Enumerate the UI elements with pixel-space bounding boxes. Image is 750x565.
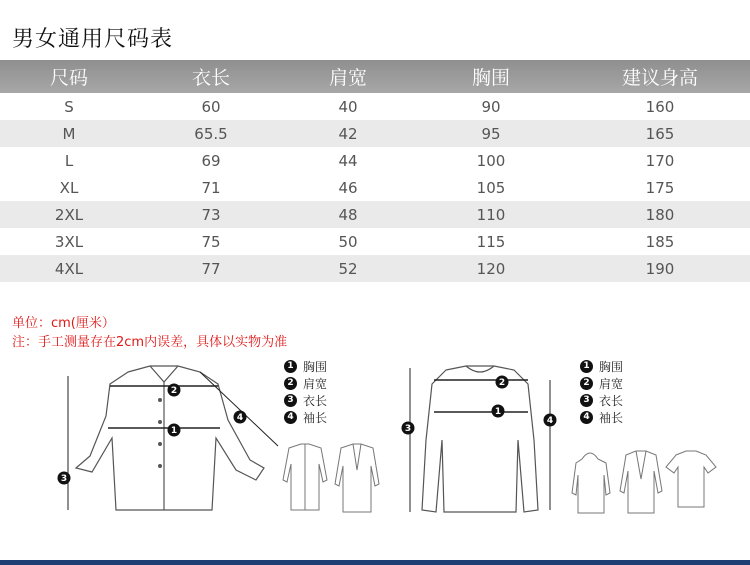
marker-4: 4 [236, 413, 244, 424]
cell-length: 65.5 [194, 124, 228, 143]
cell-length: 75 [201, 232, 221, 251]
blazer-icon [335, 444, 379, 512]
sweater-diagram [398, 360, 568, 535]
legend-number: 4 [284, 411, 297, 424]
legend-label: 袖长 [599, 410, 624, 425]
cell-size: S [64, 97, 74, 116]
cell-chest: 100 [476, 151, 506, 170]
cell-height: 185 [645, 232, 675, 251]
header-chest: 胸围 [471, 67, 510, 89]
marker-4: 4 [546, 416, 554, 427]
cell-size: XL [59, 178, 79, 197]
cell-chest: 110 [476, 205, 506, 224]
cell-chest: 95 [481, 124, 501, 143]
table-header [0, 60, 750, 93]
cell-length: 77 [201, 259, 221, 278]
legend-item [284, 409, 327, 425]
header-size: 尺码 [49, 67, 88, 89]
legend-number: 1 [580, 360, 593, 373]
hoodie-icon [572, 453, 610, 513]
cell-height: 190 [645, 259, 675, 278]
cell-chest: 115 [476, 232, 506, 251]
cell-height: 165 [645, 124, 675, 143]
cell-size: L [64, 151, 74, 170]
garment-thumbnails [568, 445, 718, 520]
cell-chest: 105 [476, 178, 506, 197]
legend-item [284, 375, 327, 391]
legend-right [580, 358, 623, 426]
cell-size: 3XL [54, 232, 84, 251]
header-length: 衣长 [191, 67, 230, 89]
table-row [0, 147, 750, 174]
legend-number: 2 [580, 377, 593, 390]
cell-shoulder: 48 [338, 205, 358, 224]
cell-size: 4XL [54, 259, 84, 278]
cell-height: 175 [645, 178, 675, 197]
legend-item [580, 409, 623, 425]
legend-item [284, 392, 327, 408]
page-title: 男女通用尺码表 [12, 27, 174, 52]
unit-note: 单位：cm(厘米） [12, 316, 115, 331]
table-row [0, 93, 750, 120]
legend-item [580, 375, 623, 391]
legend-item [580, 392, 623, 408]
marker-2: 2 [498, 378, 506, 389]
header-shoulder: 肩宽 [328, 67, 367, 89]
legend-number: 3 [580, 394, 593, 407]
bottom-bar [0, 560, 750, 565]
sweater-outline [422, 366, 538, 512]
cell-shoulder: 52 [338, 259, 358, 278]
legend-item [284, 358, 327, 374]
table-row [0, 228, 750, 255]
marker-3: 3 [60, 474, 68, 485]
legend-left [284, 358, 327, 426]
cell-height: 170 [645, 151, 675, 170]
cell-length: 60 [201, 97, 221, 116]
cell-length: 69 [201, 151, 221, 170]
legend-number: 1 [284, 360, 297, 373]
legend-label: 肩宽 [599, 376, 624, 391]
marker-2: 2 [170, 386, 178, 397]
tshirt-icon [666, 451, 716, 507]
cell-length: 71 [201, 178, 221, 197]
disclaimer-note: 注：手工测量存在2cm内误差，具体以实物为准 [12, 335, 288, 350]
cell-height: 180 [645, 205, 675, 224]
cell-shoulder: 44 [338, 151, 358, 170]
cell-shoulder: 42 [338, 124, 358, 143]
marker-1: 1 [494, 407, 502, 418]
jacket-thumbnails [275, 440, 385, 520]
legend-label: 衣长 [599, 393, 624, 408]
legend-label: 袖长 [303, 410, 328, 425]
table-row [0, 174, 750, 201]
legend-number: 2 [284, 377, 297, 390]
cell-size: 2XL [54, 205, 84, 224]
shirt-diagram [50, 360, 290, 535]
legend-label: 胸围 [303, 359, 328, 374]
cell-shoulder: 40 [338, 97, 358, 116]
marker-1: 1 [170, 426, 178, 437]
cell-height: 160 [645, 97, 675, 116]
cell-length: 73 [201, 205, 221, 224]
cell-chest: 120 [476, 259, 506, 278]
legend-number: 3 [284, 394, 297, 407]
legend-label: 肩宽 [303, 376, 328, 391]
cell-chest: 90 [481, 97, 501, 116]
table-row [0, 255, 750, 282]
table-row [0, 120, 750, 147]
cell-size: M [62, 124, 76, 143]
size-table [0, 60, 750, 282]
marker-3: 3 [404, 424, 412, 435]
legend-item [580, 358, 623, 374]
legend-label: 衣长 [303, 393, 328, 408]
cell-shoulder: 50 [338, 232, 358, 251]
cardigan-icon [620, 451, 662, 513]
cell-shoulder: 46 [338, 178, 358, 197]
header-height: 建议身高 [621, 67, 698, 89]
legend-number: 4 [580, 411, 593, 424]
legend-label: 胸围 [599, 359, 624, 374]
sleeve-line [200, 372, 278, 446]
table-row [0, 201, 750, 228]
